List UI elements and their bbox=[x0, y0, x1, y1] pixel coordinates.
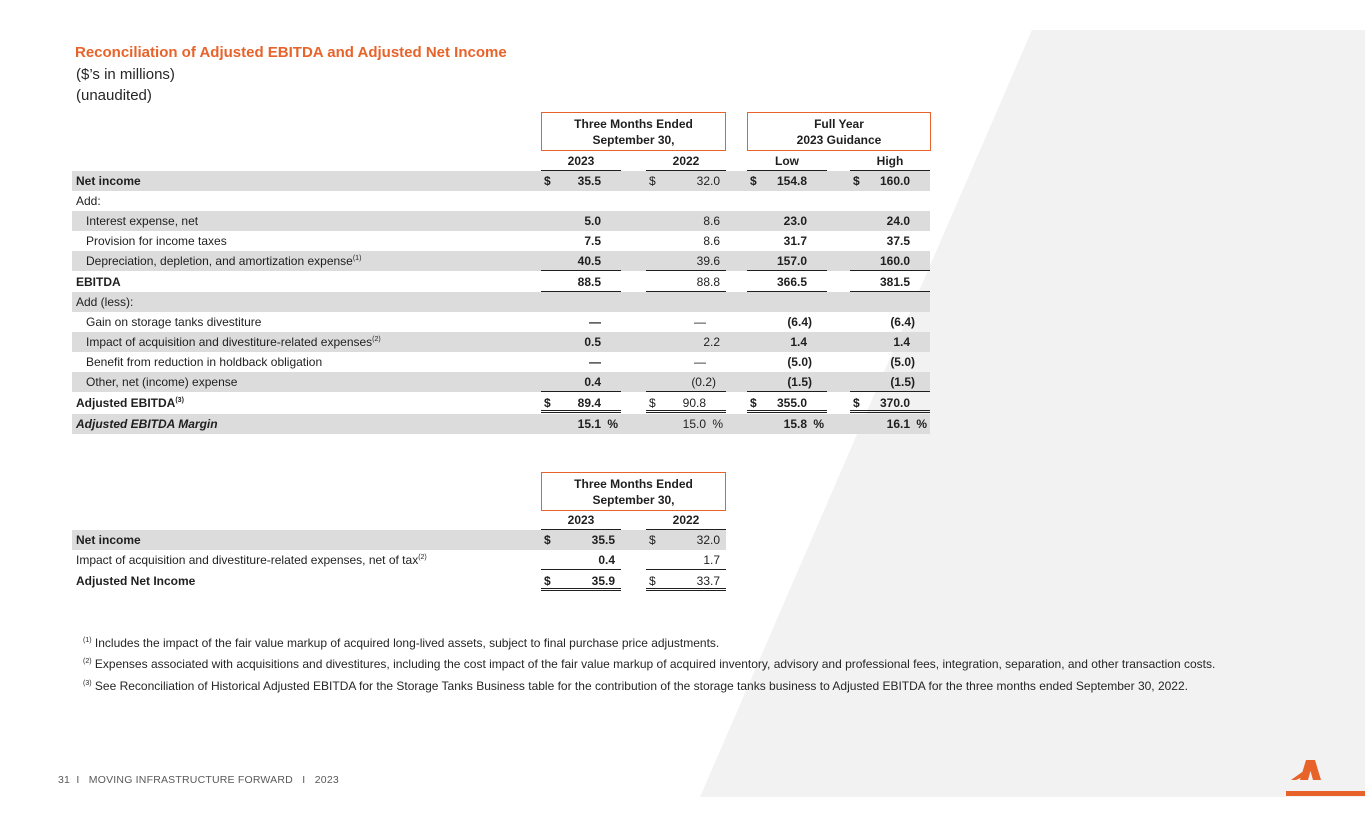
table1-row-adjusted-ebitda bbox=[72, 393, 930, 413]
footnote-ref: (2) bbox=[372, 336, 381, 343]
row-label bbox=[76, 550, 427, 570]
cell bbox=[646, 272, 726, 292]
value: 5.0 bbox=[584, 214, 601, 228]
table2-header-three-months bbox=[541, 472, 726, 511]
table2-row-acquisition-expenses bbox=[72, 550, 726, 570]
cell bbox=[541, 393, 621, 413]
footnote-3 bbox=[83, 679, 1188, 693]
cell bbox=[850, 393, 930, 413]
cell bbox=[747, 251, 827, 271]
value: 15.0 bbox=[682, 417, 706, 431]
footnote-ref: (3) bbox=[175, 397, 184, 404]
value: (1.5) bbox=[890, 375, 915, 389]
cell bbox=[646, 231, 726, 251]
value: 1.4 bbox=[790, 335, 807, 349]
cell bbox=[646, 393, 726, 413]
footnote-ref: (1) bbox=[352, 255, 362, 262]
dollar-sign: $ bbox=[544, 574, 551, 588]
value: (1.5) bbox=[787, 375, 812, 389]
page-footer: 31 I MOVING INFRASTRUCTURE FORWARD I 2023 bbox=[58, 774, 339, 786]
row-label: Adjusted Net Income bbox=[76, 574, 196, 588]
value: 0.4 bbox=[584, 375, 601, 389]
footnote-1 bbox=[83, 636, 719, 650]
table1-header-full-year-line2: 2023 Guidance bbox=[796, 133, 882, 147]
cell bbox=[850, 414, 930, 434]
value: 1.7 bbox=[703, 553, 720, 567]
table1-header-three-months bbox=[541, 112, 726, 151]
dollar-sign: $ bbox=[750, 396, 757, 410]
cell bbox=[541, 352, 621, 372]
row-label: Adjusted EBITDA Margin bbox=[76, 417, 218, 431]
row-label: Net income bbox=[76, 174, 141, 188]
company-logo-icon bbox=[1286, 758, 1365, 800]
footnote-mark: (3) bbox=[83, 680, 92, 687]
table1-row-depreciation bbox=[72, 251, 930, 271]
table2-header-line1: Three Months Ended bbox=[574, 477, 693, 491]
table1-header-full-year-line1: Full Year bbox=[814, 117, 864, 131]
table1-col-low: Low bbox=[747, 153, 827, 171]
dollar-sign: $ bbox=[853, 174, 860, 188]
value: 24.0 bbox=[886, 214, 910, 228]
footnote-text: Expenses associated with acquisitions and divestitures, including the cost impact of the fair value markup of acquired inventory, advisory and professional fees, integration, separation, and other transaction costs. bbox=[94, 657, 1216, 671]
cell bbox=[541, 312, 621, 332]
value: 355.0 bbox=[776, 396, 807, 410]
cell bbox=[747, 372, 827, 392]
cell bbox=[747, 414, 827, 434]
cell bbox=[646, 211, 726, 231]
row-label-text: Impact of acquisition and divestiture-related expenses, net of tax bbox=[76, 553, 419, 567]
cell bbox=[850, 272, 930, 292]
value: 15.1 bbox=[577, 417, 601, 431]
footnote-mark: (2) bbox=[83, 658, 92, 665]
cell bbox=[541, 231, 621, 251]
row-label bbox=[76, 393, 184, 413]
table1-row-ebitda bbox=[72, 272, 930, 292]
cell bbox=[646, 571, 726, 591]
value: (6.4) bbox=[890, 315, 915, 329]
cell bbox=[747, 393, 827, 413]
value: 32.0 bbox=[696, 174, 720, 188]
cell bbox=[850, 372, 930, 392]
cell bbox=[541, 332, 621, 352]
percent-sign: % bbox=[916, 417, 927, 431]
value: 39.6 bbox=[696, 254, 720, 268]
cell bbox=[541, 571, 621, 591]
dollar-sign: $ bbox=[750, 174, 757, 188]
table1-header-full-year bbox=[747, 112, 931, 151]
cell bbox=[747, 352, 827, 372]
dollar-sign: $ bbox=[544, 533, 551, 547]
cell bbox=[646, 251, 726, 271]
value: — bbox=[589, 355, 601, 369]
cell bbox=[541, 414, 621, 434]
value: 2.2 bbox=[703, 335, 720, 349]
value: 89.4 bbox=[577, 396, 601, 410]
row-label bbox=[86, 332, 381, 352]
value: 32.0 bbox=[696, 533, 720, 547]
value: 23.0 bbox=[783, 214, 807, 228]
value: (5.0) bbox=[787, 355, 812, 369]
cell bbox=[541, 251, 621, 271]
cell bbox=[850, 171, 930, 191]
cell bbox=[747, 332, 827, 352]
cell bbox=[646, 171, 726, 191]
dollar-sign: $ bbox=[853, 396, 860, 410]
cell bbox=[850, 332, 930, 352]
dollar-sign: $ bbox=[649, 574, 656, 588]
cell bbox=[541, 211, 621, 231]
value: 8.6 bbox=[703, 234, 720, 248]
table1-col-2023: 2023 bbox=[541, 153, 621, 171]
dollar-sign: $ bbox=[649, 174, 656, 188]
table1-row-holdback bbox=[72, 352, 930, 372]
footnote-ref: (2) bbox=[418, 554, 427, 561]
cell bbox=[850, 231, 930, 251]
row-label: Add (less): bbox=[76, 295, 134, 309]
cell bbox=[646, 372, 726, 392]
table2-header-line2: September 30, bbox=[592, 493, 675, 507]
value: 35.5 bbox=[591, 533, 615, 547]
percent-sign: % bbox=[607, 417, 618, 431]
table1-row-interest bbox=[72, 211, 930, 231]
table1-row-gain-storage bbox=[72, 312, 930, 332]
footnote-text: See Reconciliation of Historical Adjusted EBITDA for the Storage Tanks Business table for the contribution of the storage tanks business to Adjusted EBITDA for the three months ended September 30, 2022. bbox=[94, 679, 1188, 693]
value: 31.7 bbox=[783, 234, 807, 248]
cell bbox=[747, 231, 827, 251]
cell bbox=[541, 171, 621, 191]
value: 381.5 bbox=[879, 275, 910, 289]
cell bbox=[541, 530, 621, 550]
cell bbox=[747, 272, 827, 292]
row-label: Interest expense, net bbox=[86, 214, 199, 228]
value: — bbox=[694, 315, 706, 329]
value: (5.0) bbox=[890, 355, 915, 369]
dollar-sign: $ bbox=[544, 396, 551, 410]
value: — bbox=[589, 315, 601, 329]
cell bbox=[850, 211, 930, 231]
subtitle-unaudited: (unaudited) bbox=[76, 87, 152, 104]
table2-col-2022: 2022 bbox=[646, 512, 726, 530]
value: 33.7 bbox=[696, 574, 720, 588]
value: 90.8 bbox=[682, 396, 706, 410]
cell bbox=[646, 352, 726, 372]
row-label: Other, net (income) expense bbox=[86, 375, 238, 389]
value: 157.0 bbox=[776, 254, 807, 268]
cell bbox=[646, 414, 726, 434]
cell bbox=[850, 251, 930, 271]
value: — bbox=[694, 355, 706, 369]
table1-row-add bbox=[72, 191, 930, 211]
cell bbox=[646, 550, 726, 570]
value: 160.0 bbox=[879, 174, 910, 188]
row-label-text: Depreciation, depletion, and amortization expense bbox=[86, 254, 353, 268]
percent-sign: % bbox=[712, 417, 723, 431]
row-label: Net income bbox=[76, 533, 141, 547]
row-label: Add: bbox=[76, 194, 101, 208]
footnote-2 bbox=[83, 657, 1215, 671]
cell bbox=[646, 530, 726, 550]
table1-header-three-months-line2: September 30, bbox=[592, 133, 675, 147]
row-label: Provision for income taxes bbox=[86, 234, 227, 248]
value: (6.4) bbox=[787, 315, 812, 329]
value: 15.8 bbox=[783, 417, 807, 431]
value: 0.4 bbox=[598, 553, 615, 567]
cell bbox=[747, 312, 827, 332]
row-label-text: Adjusted EBITDA bbox=[76, 396, 176, 410]
row-label: Gain on storage tanks divestiture bbox=[86, 315, 262, 329]
row-label-text: Impact of acquisition and divestiture-related expenses bbox=[86, 335, 373, 349]
value: 0.5 bbox=[584, 335, 601, 349]
value: 37.5 bbox=[886, 234, 910, 248]
table1-row-acquisition-expenses bbox=[72, 332, 930, 352]
cell bbox=[541, 550, 621, 570]
value: 16.1 bbox=[886, 417, 910, 431]
dollar-sign: $ bbox=[649, 396, 656, 410]
value: (0.2) bbox=[691, 375, 716, 389]
cell bbox=[541, 272, 621, 292]
value: 8.6 bbox=[703, 214, 720, 228]
cell bbox=[850, 352, 930, 372]
table1-col-2022: 2022 bbox=[646, 153, 726, 171]
value: 160.0 bbox=[879, 254, 910, 268]
value: 40.5 bbox=[577, 254, 601, 268]
footnote-text: Includes the impact of the fair value markup of acquired long-lived assets, subject to final purchase price adjustments. bbox=[94, 636, 720, 650]
value: 7.5 bbox=[584, 234, 601, 248]
table1-col-high: High bbox=[850, 153, 930, 171]
cell bbox=[747, 171, 827, 191]
cell bbox=[646, 312, 726, 332]
value: 35.5 bbox=[577, 174, 601, 188]
value: 366.5 bbox=[776, 275, 807, 289]
row-label: Benefit from reduction in holdback obligation bbox=[86, 355, 323, 369]
value: 154.8 bbox=[776, 174, 807, 188]
table1-row-other-net bbox=[72, 372, 930, 392]
row-label: EBITDA bbox=[76, 275, 121, 289]
value: 88.8 bbox=[696, 275, 720, 289]
row-label bbox=[86, 251, 361, 271]
dollar-sign: $ bbox=[649, 533, 656, 547]
cell bbox=[747, 211, 827, 231]
subtitle-units: ($’s in millions) bbox=[76, 66, 175, 83]
percent-sign: % bbox=[813, 417, 824, 431]
dollar-sign: $ bbox=[544, 174, 551, 188]
page-title: Reconciliation of Adjusted EBITDA and Adjusted Net Income bbox=[75, 44, 507, 61]
value: 35.9 bbox=[591, 574, 615, 588]
table2-col-2023: 2023 bbox=[541, 512, 621, 530]
table2-row-adjusted-net-income bbox=[72, 571, 726, 591]
footnote-mark: (1) bbox=[83, 637, 92, 644]
table1-header-three-months-line1: Three Months Ended bbox=[574, 117, 693, 131]
table1-row-add-less bbox=[72, 292, 930, 312]
cell bbox=[646, 332, 726, 352]
value: 88.5 bbox=[577, 275, 601, 289]
cell bbox=[850, 312, 930, 332]
cell bbox=[541, 372, 621, 392]
table1-row-net-income bbox=[72, 171, 930, 191]
value: 370.0 bbox=[879, 396, 910, 410]
value: 1.4 bbox=[893, 335, 910, 349]
table1-row-income-taxes bbox=[72, 231, 930, 251]
table2-row-net-income bbox=[72, 530, 726, 550]
table1-row-ebitda-margin bbox=[72, 414, 930, 434]
